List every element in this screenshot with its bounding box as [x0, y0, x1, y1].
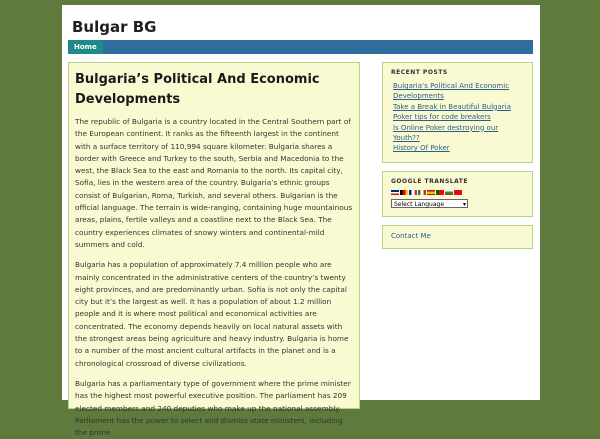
post-body [75, 116, 353, 439]
recent-post-link[interactable]: Bulgaria’s Political And Economic Developments [393, 82, 510, 101]
chevron-down-icon: ▾ [462, 200, 466, 208]
flag-icon[interactable] [400, 190, 408, 195]
sidebar [382, 62, 533, 257]
post-paragraph: Bulgaria has a population of approximately 7.4 million people who are mainly concentrated in the administrative centers of the country’s twenty eight provinces, and are predominantly urban. Sofia is not only the capital city but it’s the largest as well. It has a population of about 1.2 million people and it is where most political and economical activities are concentrated. The economy depends heavily on local natural assets with the strongest areas being agriculture and heavy industry. Bulgaria is home to a number of the most ancient cultural artifacts in the planet and is a chronological crossroad of diverse civilizations. [75, 260, 349, 368]
recent-posts-heading: RECENT POSTS [391, 69, 448, 76]
post-paragraph: The republic of Bulgaria is a country located in the Central Southern part of the European continent. It ranks as the fifteenth largest in the continent with a surface territory of 110,994 square kilometer. Bulgaria shares a border with Greece and Turkey to the south, Serbia and Macedonia to the west, the Black Sea to the east and Romania to the north. Its capital city, Sofia, lies in the western area of the country. Bulgaria’s ethnic groups consist of Bulgarian, Roma, Turkish, and several others. Bulgarian is the official language. The terrain is wide-ranging, containing huge mountainous areas, plains, fertile valleys and a coastline next to the Black Sea. The country experiences climates of snowy winters and continental-mild summers and cold. [75, 117, 353, 249]
language-flags [391, 190, 524, 195]
flag-icon[interactable] [445, 190, 453, 195]
flag-icon[interactable] [427, 190, 435, 195]
flag-icon[interactable] [409, 190, 417, 195]
language-select-value: Select Language [394, 200, 445, 208]
main-content [68, 62, 360, 438]
contact-widget [382, 225, 533, 249]
flag-icon[interactable] [436, 190, 444, 195]
nav-item-home[interactable]: Home [68, 40, 103, 54]
post-paragraph: Bulgaria has a parliamentary type of government where the prime minister has the highest most powerful executive position. The parliament has 209 elected members and 240 deputies who make up the national assembly. Parliament has the power to select and dismiss state ministers, including the prime [75, 378, 351, 438]
recent-posts-list [391, 81, 524, 154]
recent-post-link[interactable]: Is Online Poker destroying our Youth?? [393, 123, 499, 143]
page-container [62, 5, 540, 438]
recent-post-link[interactable]: Poker tips for code breakers [393, 113, 491, 122]
post-title[interactable]: Bulgaria’s Political And Economic Developments [75, 72, 320, 107]
language-select[interactable] [391, 199, 468, 208]
flag-icon[interactable] [418, 190, 426, 195]
flag-icon[interactable] [454, 190, 462, 195]
google-translate-heading: GOOGLE TRANSLATE [391, 177, 468, 185]
recent-post-link[interactable]: Take a Break in Beautiful Bulgaria [393, 102, 511, 111]
flag-icon[interactable] [391, 190, 399, 195]
main-navigation [68, 40, 533, 54]
google-translate-widget [382, 171, 533, 217]
contact-link[interactable]: Contact Me [391, 231, 431, 240]
recent-post-link[interactable]: History Of Poker [393, 144, 450, 153]
site-title[interactable]: Bulgar BG [72, 18, 157, 36]
recent-posts-widget [382, 62, 533, 163]
